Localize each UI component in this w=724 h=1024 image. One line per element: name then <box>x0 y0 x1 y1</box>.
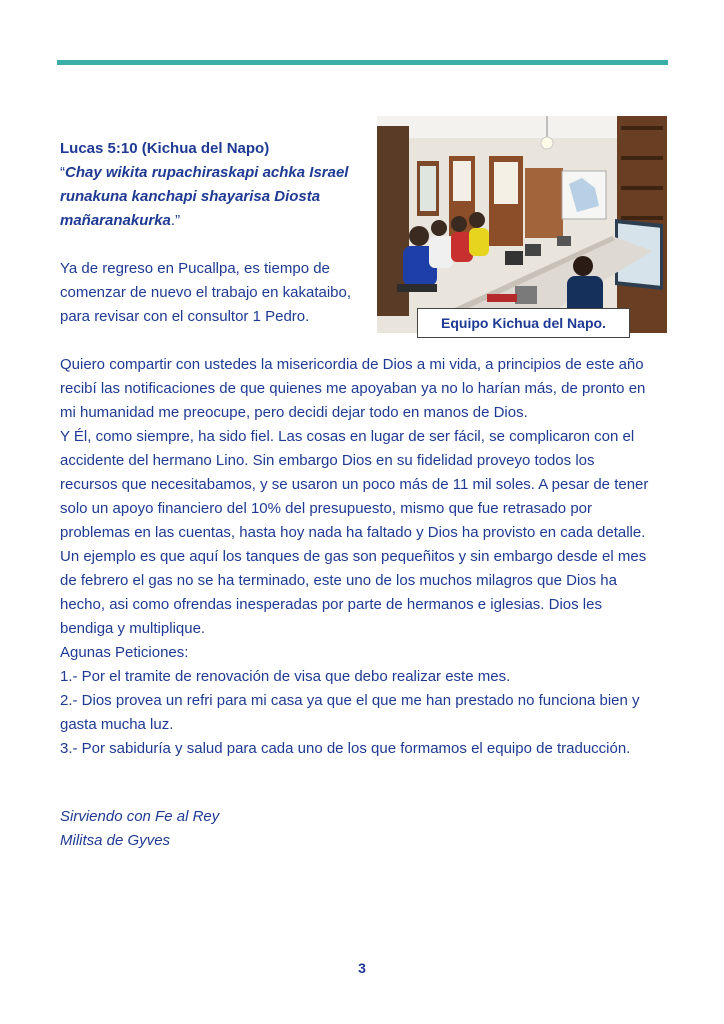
body-line: Y Él, como siempre, ha sido fiel. Las cosas en lugar de ser fácil, se complicaron con el <box>60 428 635 445</box>
petition-item: gasta mucha luz. <box>60 716 174 733</box>
intro-line: para revisar con el consultor 1 Pedro. <box>60 308 310 325</box>
intro-paragraph <box>60 257 351 329</box>
verse-line-3 <box>60 209 180 233</box>
body-line: solo un apoyo financiero del 10% del presupuesto, mismo que fue retrasado por <box>60 500 592 517</box>
team-photo <box>377 116 667 333</box>
petitions-heading: Agunas Peticiones: <box>60 644 189 661</box>
body-line: recursos que necesitabamos, y se usaron un poco más de 11 mil soles. A pesar de tener <box>60 476 649 493</box>
body-line: accidente del hermano Lino. Sin embargo Dios en su fidelidad proveyo todos los <box>60 452 595 469</box>
body-text <box>60 353 648 761</box>
photo-caption: Equipo Kichua del Napo. <box>441 315 606 331</box>
body-line: problemas en las cuentas, hasta hoy nada ha faltado y Dios ha provisto en cada detalle. <box>60 524 646 541</box>
photo-caption-box <box>417 308 630 338</box>
body-line: bendiga y multiplique. <box>60 620 206 637</box>
body-line: de febrero el gas no se ha terminado, este uno de los muchos milagros que Dios ha <box>60 572 617 589</box>
body-line: mi humanidad me preocupe, pero decidi dejar todo en manos de Dios. <box>60 404 528 421</box>
body-line: hecho, asi como ofrendas inesperadas por parte de hermanos e iglesias. Dios les <box>60 596 602 613</box>
verse-reference: Lucas 5:10 (Kichua del Napo) <box>60 140 270 157</box>
verse-text-1: Chay wikita rupachiraskapi achka Israel <box>65 164 349 181</box>
verse-text-3: mañaranakurka <box>60 212 171 229</box>
body-line: Quiero compartir con ustedes la misericordia de Dios a mi vida, a principios de este año <box>60 356 644 373</box>
intro-line: comenzar de nuevo el trabajo en kakataibo, <box>60 284 352 301</box>
body-line: recibí las notificaciones de que quienes me apoyaban ya no lo harían más, de pronto en <box>60 380 646 397</box>
close-quote: .” <box>170 212 181 229</box>
verse-line-1 <box>60 161 348 185</box>
petition-item: 2.- Dios provea un refri para mi casa ya que el que me han prestado no funciona bien y <box>60 692 640 709</box>
team-photo-illustration <box>377 116 667 333</box>
top-divider <box>57 60 668 65</box>
page-number: 3 <box>358 960 366 976</box>
petition-item: 3.- Por sabiduría y salud para cada uno de los que formamos el equipo de traducción. <box>60 740 631 757</box>
petition-item: 1.- Por el tramite de renovación de visa que debo realizar este mes. <box>60 668 511 685</box>
intro-line: Ya de regreso en Pucallpa, es tiempo de <box>60 260 330 277</box>
signature-name: Militsa de Gyves <box>60 832 171 849</box>
open-quote: “ <box>60 164 65 181</box>
signature-line-1: Sirviendo con Fe al Rey <box>60 808 220 825</box>
verse-line-2: runakuna kanchapi shayarisa Diosta <box>60 188 321 205</box>
body-line: Un ejemplo es que aquí los tanques de gas son pequeñitos y sin embargo desde el mes <box>60 548 647 565</box>
